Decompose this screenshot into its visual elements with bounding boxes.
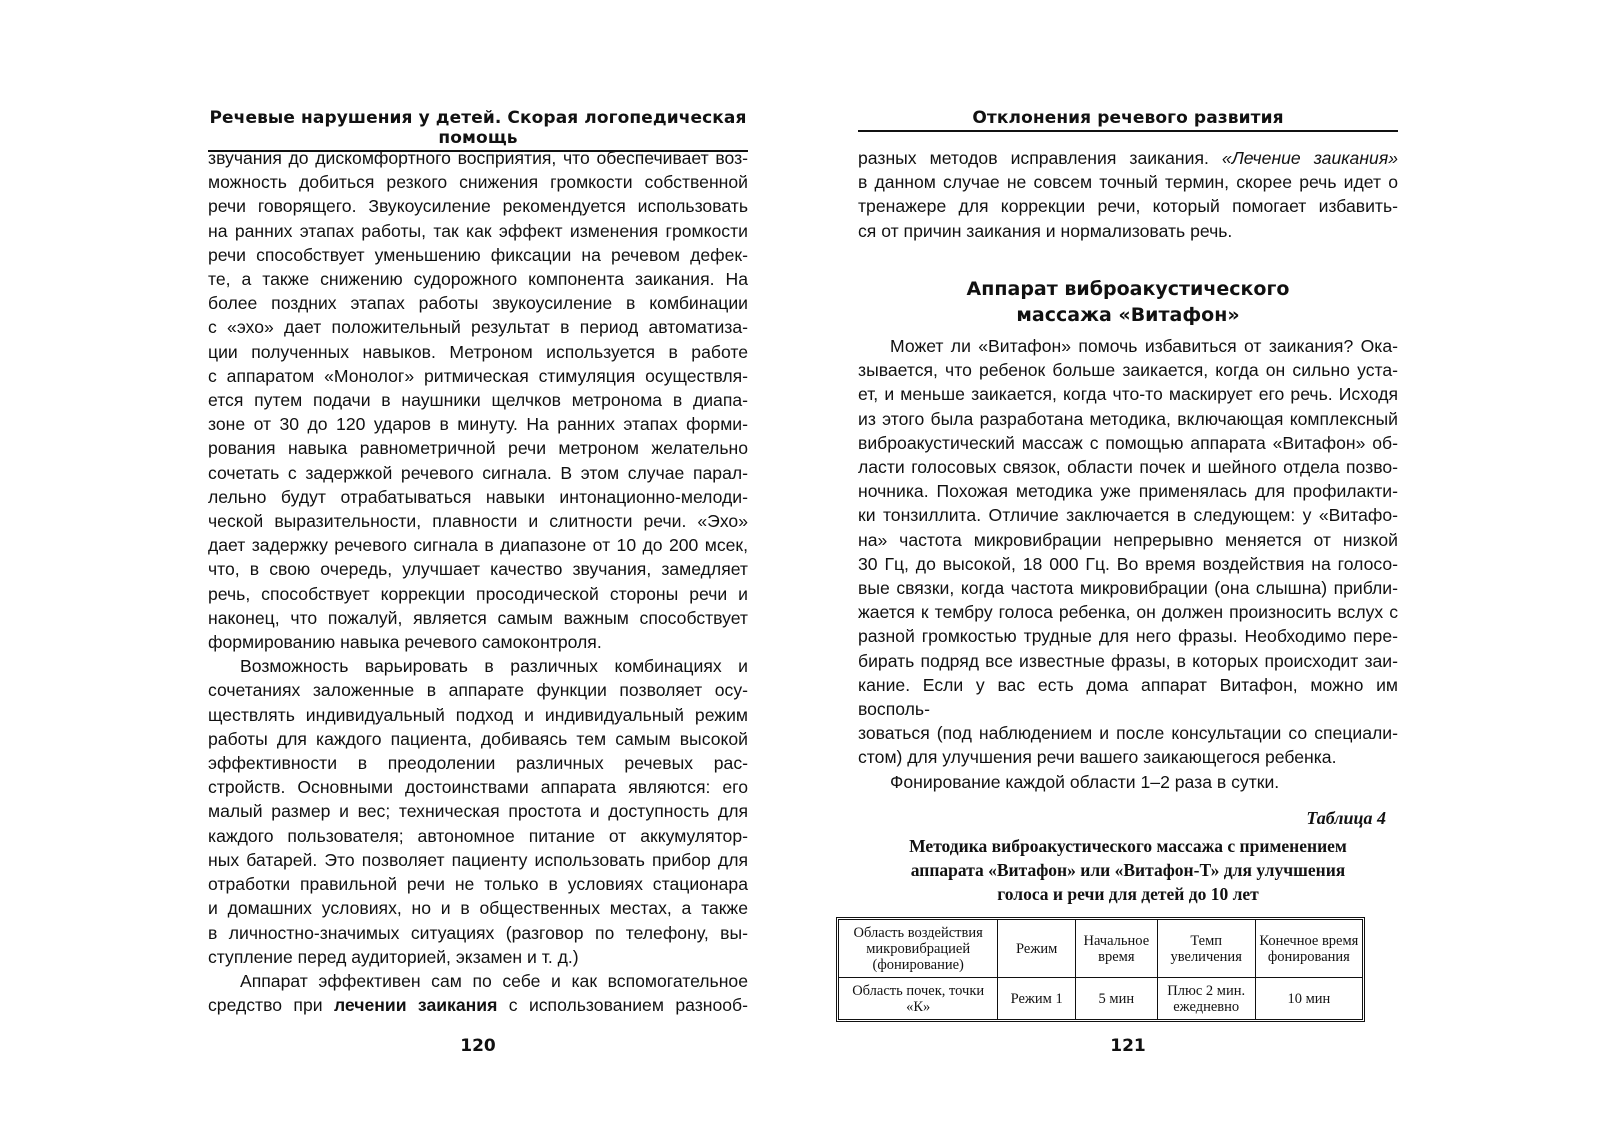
table-cell: 5 мин <box>1075 978 1157 1020</box>
paragraph-2 <box>208 654 748 969</box>
running-head-right: Отклонения речевого развития <box>858 108 1398 132</box>
text-line: тренажере для коррекции речи, который помогает избавить- <box>858 196 1398 217</box>
table-label: Таблица 4 <box>1306 808 1386 828</box>
text-line: эффективности в преодолении различных речевых рас- <box>208 753 748 774</box>
text-line: речи способствует уменьшению фиксации на речевом дефек- <box>208 244 748 265</box>
text-line: ется путем подачи в наушники щелчков метронома в диапа- <box>208 390 748 411</box>
text-line: ласти голосовых связок, области почек и шейного отдела позво- <box>858 457 1398 478</box>
text-line: речь, способствует коррекции просодической стороны речи и <box>208 583 748 604</box>
text-line: каждого пользователя; автономное питание от аккумулятор- <box>208 825 748 846</box>
bold-term: лечении заикания <box>333 995 498 1016</box>
paragraph-1 <box>208 146 748 654</box>
table-header-cell: Конечное время фонирования <box>1255 920 1362 978</box>
text-line: рования навыка равнометричной речи метроном желательно <box>208 438 748 459</box>
text-line: из этого была разработана методика, включающая комплексный <box>858 408 1398 429</box>
table-header-row <box>839 920 1363 978</box>
text-line: разной громкостью трудные для него фразы. Необходимо пере- <box>858 626 1398 647</box>
table-cell: Область почек, точки «К» <box>839 978 998 1020</box>
data-table <box>838 919 1363 1020</box>
top-lines <box>858 170 1398 243</box>
caption-line: Методика виброакустического массажа с применением <box>909 836 1347 856</box>
text-line: виброакустический массаж с помощью аппарата «Витафон» об- <box>858 432 1398 453</box>
text-line: ся от причин заикания и нормализовать речь. <box>858 220 1233 241</box>
text-line: с «эхо» дает положительный результат в период автоматиза- <box>208 317 748 338</box>
right-page <box>852 0 1398 1132</box>
left-body-text <box>208 146 748 1017</box>
text-line: наконец, что пожалуй, является самым важным способствует <box>208 607 748 628</box>
right-top-text <box>858 146 1398 243</box>
section-title-line: массажа «Витафон» <box>1016 304 1240 326</box>
right-main-text <box>858 334 1398 794</box>
text-line: 30 Гц, до высокой, 18 000 Гц. Во время воздействия на голосо- <box>858 553 1398 574</box>
italic-term: «Лечение заикания» <box>1221 148 1398 168</box>
table-header-cell: Начальное время <box>1075 920 1157 978</box>
text-line: Возможность варьировать в различных комбинациях и <box>240 656 748 677</box>
text-line: более поздних этапах работы звукоусиление в комбинации <box>208 293 748 314</box>
text-line: речи говорящего. Звукоусиление рекомендуется использовать <box>208 196 748 217</box>
text-line: и домашних условиях, но и в общественных местах, а также <box>208 898 748 919</box>
text-line <box>858 146 1398 170</box>
paragraph-3 <box>208 969 748 1017</box>
table-cell: Плюс 2 мин. ежедневно <box>1157 978 1255 1020</box>
text-line: в данном случае не совсем точный термин, скорее речь идет о <box>858 172 1398 193</box>
text-line: работы для каждого пациента, добиваясь тем самым высокой <box>208 728 748 749</box>
text-line: лельно будут отрабатываться навыки интонационно-мелоди- <box>208 486 748 507</box>
table-header-cell: Режим <box>998 920 1076 978</box>
text-line: дает задержку речевого сигнала в диапазоне от 10 до 200 мсек, <box>208 535 748 556</box>
text-line: жается к тембру голоса ребенка, он должен произносить вслух с <box>858 602 1398 623</box>
text-line: ции полученных навыков. Метроном используется в работе <box>208 341 748 362</box>
text-line: Может ли «Витафон» помочь избавиться от заикания? Ока- <box>890 336 1398 356</box>
table-header-cell: Область воздействия микровибрацией (фонирование) <box>839 920 998 978</box>
section-title <box>858 276 1398 328</box>
caption-line: аппарата «Витафон» или «Витафон-Т» для улучшения <box>910 860 1346 880</box>
text-line: ществлять индивидуальный подход и индивидуальный режим <box>208 704 748 725</box>
text-line: Фонирование каждой области 1–2 раза в сутки. <box>890 771 1280 792</box>
left-page <box>208 0 748 1132</box>
table-row <box>839 978 1363 1020</box>
text-line: формированию навыка речевого самоконтроля. <box>208 632 602 653</box>
text-line <box>208 993 748 1017</box>
running-head-left: Речевые нарушения у детей. Скорая логопедическая помощь <box>208 108 748 152</box>
text-line: те, а также снижению судорожного компонента заикания. На <box>208 269 748 290</box>
text-line: зоваться (под наблюдением и после консультации со специали- <box>858 723 1398 744</box>
text-line: отработки правильной речи не только в условиях стационара <box>208 874 748 895</box>
text-span: средство при <box>208 995 334 1016</box>
text-line: Аппарат эффективен сам по себе и как вспомогательное <box>240 970 748 991</box>
text-line: ступление перед аудиторией, экзамен и т. д.) <box>208 946 579 967</box>
text-line: на ранних этапах работы, так как эффект изменения громкости <box>208 220 748 241</box>
text-line: сочетать с задержкой речевого сигнала. В этом случае парал- <box>208 462 748 483</box>
text-line: ных батарей. Это позволяет пациенту использовать прибор для <box>208 849 748 870</box>
text-line: кание. Если у вас есть дома аппарат Витафон, можно им восполь- <box>858 674 1398 720</box>
text-line: ческой выразительности, плавности и слитности речи. «Эхо» <box>208 511 748 532</box>
text-line: бирать подряд все известные фразы, в которых происходит заи- <box>858 650 1398 671</box>
text-line: сочетаниях заложенные в аппарате функции позволяет осу- <box>208 680 748 701</box>
text-line: ки тонзиллита. Отличие заключается в следующем: у «Витафо- <box>858 505 1398 526</box>
text-line: на» частота микровибрации непрерывно меняется от низкой <box>858 529 1398 550</box>
text-line: зывается, что ребенок больше заикается, когда он сильно уста- <box>858 360 1398 381</box>
page-number-right: 121 <box>1110 1036 1146 1056</box>
page-number-left: 120 <box>460 1036 496 1056</box>
table-cell: 10 мин <box>1255 978 1362 1020</box>
text-line: с аппаратом «Монолог» ритмическая стимуляция осуществля- <box>208 365 748 386</box>
text-line: в личностно-значимых ситуациях (разговор по телефону, вы- <box>208 922 748 943</box>
table-caption <box>858 834 1398 906</box>
table-header-cell: Темп увеличения <box>1157 920 1255 978</box>
text-line: можность добиться резкого снижения громкости собственной <box>208 172 748 193</box>
text-span: разных методов исправления заикания. <box>858 148 1222 168</box>
text-line: ет, и меньше заикается, когда что-то маскирует его речь. Исходя <box>858 384 1398 405</box>
text-line: что, в свою очередь, улучшает качество звучания, замедляет <box>208 559 748 580</box>
section-title-line: Аппарат виброакустического <box>966 278 1290 300</box>
text-line: стройств. Основными достоинствами аппарата являются: его <box>208 777 748 798</box>
caption-line: голоса и речи для детей до 10 лет <box>997 884 1259 904</box>
text-line: зоне от 30 до 120 ударов в минуту. На ранних этапах форми- <box>208 414 748 435</box>
text-line: ночника. Похожая методика уже применялась для профилакти- <box>858 481 1398 502</box>
text-line: малый размер и вес; техническая простота и доступность для <box>208 801 748 822</box>
text-line: звучания до дискомфортного восприятия, что обеспечивает воз- <box>208 148 748 168</box>
text-line: вые связки, когда частота микровибрации (она слышна) прибли- <box>858 578 1398 599</box>
main-paragraph <box>858 334 1398 770</box>
table-cell: Режим 1 <box>998 978 1076 1020</box>
text-line: стом) для улучшения речи вашего заикающегося ребенка. <box>858 747 1337 768</box>
text-span: с использованием разнооб- <box>497 995 748 1016</box>
